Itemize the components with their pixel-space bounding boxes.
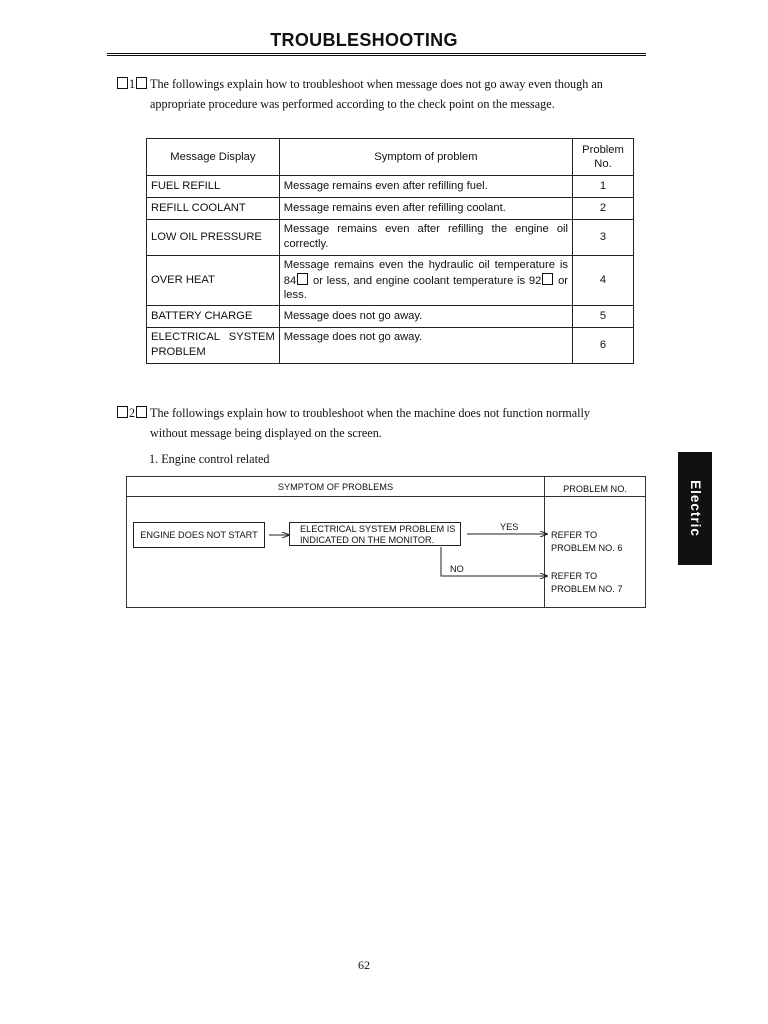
refer-to-text: REFER TO <box>551 530 598 540</box>
message-display-cell: REFILL COOLANT <box>147 198 280 220</box>
section-side-tab <box>678 452 712 565</box>
column-header-message-display: Message Display <box>147 139 280 176</box>
message-display-cell: OVER HEAT <box>147 256 280 306</box>
refer-to-text: REFER TO <box>551 571 598 581</box>
refer-problem-7 <box>551 570 622 596</box>
problem-no-cell: 4 <box>573 256 634 306</box>
bracket-box-icon <box>117 77 128 89</box>
table-header-row <box>147 139 634 176</box>
engine-flowchart <box>126 476 646 608</box>
decision-node: ELECTRICAL SYSTEM PROBLEM IS INDICATED ON THE MONITOR. <box>289 522 461 546</box>
refer-problem-6 <box>551 529 622 555</box>
table-row <box>147 306 634 328</box>
section-1-text: The followings explain how to troubleshoot when message does not go away even though an appropriate procedure was performed according to the check point on the message. <box>150 77 603 111</box>
flowchart-header-problem-no: PROBLEM NO. <box>563 484 627 494</box>
message-display-cell: LOW OIL PRESSURE <box>147 220 280 256</box>
degree-box-icon <box>297 273 308 285</box>
symptom-cell: Message does not go away. <box>279 328 572 364</box>
column-header-symptom: Symptom of problem <box>279 139 572 176</box>
section-2-number: 2 <box>129 406 136 420</box>
start-node: ENGINE DOES NOT START <box>133 522 265 548</box>
problem-number-text: PROBLEM NO. 7 <box>551 584 623 594</box>
symptom-cell <box>279 256 572 306</box>
section-2-paragraph <box>116 404 628 443</box>
problem-number-text: PROBLEM NO. 6 <box>551 543 623 553</box>
message-display-cell: ELECTRICAL SYSTEM PROBLEM <box>147 328 280 364</box>
symptom-cell: Message remains even after refilling fuel. <box>279 176 572 198</box>
page-title: TROUBLESHOOTING <box>270 30 458 50</box>
problem-no-cell: 6 <box>573 328 634 364</box>
section-1-paragraph <box>116 75 628 114</box>
section-1-number: 1 <box>129 77 136 91</box>
problem-no-cell: 1 <box>573 176 634 198</box>
symptom-text-part: Message remains even the hydraulic oil temperature is 84 <box>283 259 569 287</box>
title-rule <box>107 53 646 56</box>
table-row <box>147 220 634 256</box>
table-row <box>147 176 634 198</box>
section-2-text: The followings explain how to troubleshoot when the machine does not function normally without message being displayed on the screen. <box>150 406 591 440</box>
no-label: NO <box>450 564 464 574</box>
symptom-cell: Message remains even after refilling the engine oil correctly. <box>279 220 572 256</box>
problem-no-cell: 3 <box>573 220 634 256</box>
bracket-box-icon <box>136 406 147 418</box>
column-header-problem-no: Problem No. <box>573 139 634 176</box>
table-row <box>147 198 634 220</box>
section-2-marker <box>116 404 148 424</box>
yes-label: YES <box>500 522 519 532</box>
message-display-cell: FUEL REFILL <box>147 176 280 198</box>
symptom-text-part: or less. <box>283 274 569 301</box>
section-1-marker <box>116 75 148 95</box>
table-row <box>147 328 634 364</box>
degree-box-icon <box>542 273 553 285</box>
engine-control-subheading: 1. Engine control related <box>149 452 270 466</box>
problem-no-cell: 5 <box>573 306 634 328</box>
problem-no-cell: 2 <box>573 198 634 220</box>
bracket-box-icon <box>136 77 147 89</box>
symptom-cell: Message does not go away. <box>279 306 572 328</box>
flowchart-header-symptom: SYMPTOM OF PROBLEMS <box>277 482 394 492</box>
bracket-box-icon <box>117 406 128 418</box>
side-tab-label: Electric <box>687 480 703 537</box>
symptom-text-part: or less, and engine coolant temperature is 92 <box>309 274 542 287</box>
page-number: 62 <box>358 958 370 972</box>
message-display-cell: BATTERY CHARGE <box>147 306 280 328</box>
message-table <box>146 138 634 364</box>
symptom-cell: Message remains even after refilling coolant. <box>279 198 572 220</box>
table-row <box>147 256 634 306</box>
